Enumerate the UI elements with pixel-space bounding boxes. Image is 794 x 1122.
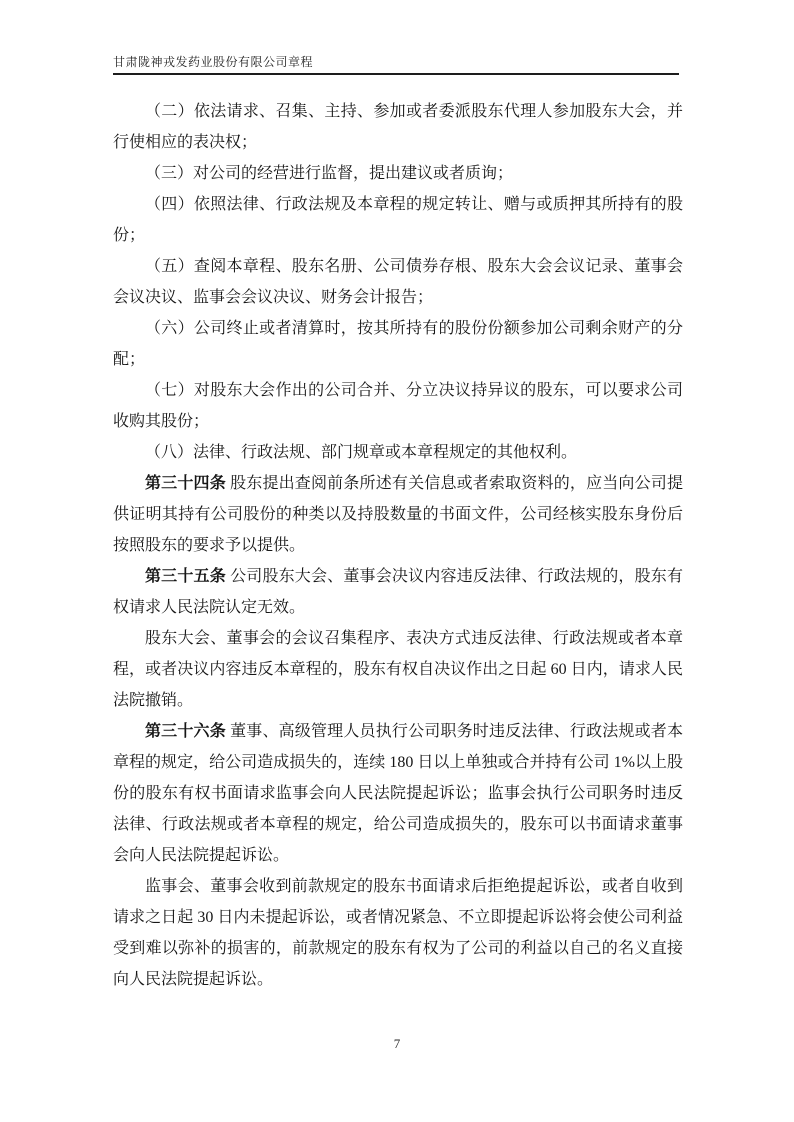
article-34: 第三十四条 股东提出查阅前条所述有关信息或者索取资料的，应当向公司提供证明其持有公司股份的种类以及持股数量的书面文件，公司经核实股东身份后按照股东的要求予以提供。	[113, 475, 683, 554]
article-34-number: 第三十四条	[145, 475, 226, 492]
article-35-continuation: 股东大会、董事会的会议召集程序、表决方式违反法律、行政法规或者本章程，或者决议内容违反本章程的，股东有权自决议作出之日起 60 日内，请求人民法院撤销。	[113, 630, 683, 709]
document-header-title: 甘肃陇神戎发药业股份有限公司章程	[113, 55, 314, 69]
article-36-continuation: 监事会、董事会收到前款规定的股东书面请求后拒绝提起诉讼，或者自收到请求之日起 30 日内未提起诉讼，或者情况紧急、不立即提起诉讼将会使公司利益受到难以弥补的损害的，前款规定的股东有权为了公司的利益以自己的名义直接向人民法院提起诉讼。	[113, 878, 683, 988]
article-36-number: 第三十六条	[145, 723, 226, 740]
article-35-number: 第三十五条	[145, 568, 226, 585]
clause-item-6: （六）公司终止或者清算时，按其所持有的股份份额参加公司剩余财产的分配；	[113, 320, 683, 368]
clause-item-8: （八）法律、行政法规、部门规章或本章程规定的其他权利。	[145, 444, 578, 461]
clause-item-2: （二）依法请求、召集、主持、参加或者委派股东代理人参加股东大会，并行使相应的表决权；	[113, 103, 683, 151]
article-35: 第三十五条 公司股东大会、董事会决议内容违反法律、行政法规的，股东有权请求人民法院认定无效。	[113, 568, 683, 616]
page-header	[113, 55, 679, 75]
clause-item-5: （五）查阅本章程、股东名册、公司债券存根、股东大会会议记录、董事会会议决议、监事会会议决议、财务会计报告；	[113, 258, 683, 306]
clause-item-3: （三）对公司的经营进行监督，提出建议或者质询；	[145, 165, 514, 182]
clause-item-4: （四）依照法律、行政法规及本章程的规定转让、赠与或质押其所持有的股份；	[113, 196, 683, 244]
page-number: 7	[393, 1036, 401, 1051]
article-36: 第三十六条 董事、高级管理人员执行公司职务时违反法律、行政法规或者本章程的规定，给公司造成损失的，连续 180 日以上单独或合并持有公司 1%以上股份的股东有权书面请求监事会向人民法院提起诉讼；监事会执行公司职务时违反法律、行政法规或者本章程的规定，给公司造成损失的，股东可以书面请求董事会向人民法院提起诉讼。	[113, 723, 683, 864]
header-divider	[113, 73, 679, 75]
document-body	[113, 96, 683, 995]
clause-item-7: （七）对股东大会作出的公司合并、分立决议持异议的股东，可以要求公司收购其股份；	[113, 382, 683, 430]
